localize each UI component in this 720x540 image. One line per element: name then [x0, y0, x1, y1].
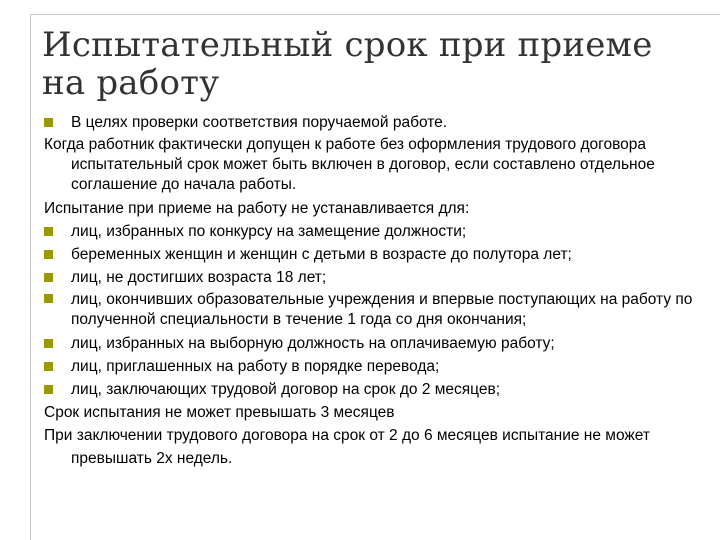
slide-body — [44, 111, 694, 470]
list-item-text: лиц, избранных по конкурсу на замещение должности; — [71, 223, 467, 240]
list-item-text: лиц, окончивших образовательные учреждения и впервые поступающих на работу по полученной специальности в течение 1 года со дня окончания; — [71, 291, 693, 328]
paragraph-max-term — [44, 401, 694, 424]
list-item-graduates — [44, 289, 694, 332]
left-border-line — [30, 14, 31, 540]
top-border-line — [30, 14, 720, 15]
paragraph-text: Испытание при приеме на работу не устанавливается для: — [44, 200, 470, 217]
list-item-transfer — [44, 355, 694, 378]
square-bullet-icon — [44, 385, 53, 394]
paragraph-text: Когда работник фактически допущен к работе без оформления трудового договора испытательный срок может быть включен в договор, если составлено отдельное соглашение до начала работы. — [44, 136, 655, 193]
paragraph-not-established — [44, 197, 694, 220]
list-item-pregnant — [44, 243, 694, 266]
list-item-text: беременных женщин и женщин с детьми в возрасте до полутора лет; — [71, 246, 572, 263]
square-bullet-icon — [44, 250, 53, 259]
square-bullet-icon — [44, 273, 53, 282]
slide-title: Испытательный срок при приеме на работу — [42, 25, 653, 103]
list-item-elected — [44, 332, 694, 355]
list-item-text: лиц, заключающих трудовой договор на срок до 2 месяцев; — [71, 381, 501, 398]
list-item-under-18 — [44, 266, 694, 289]
list-item-text: В целях проверки соответствия поручаемой работе. — [71, 114, 448, 131]
paragraph-actual-admission — [44, 134, 694, 197]
square-bullet-icon — [44, 118, 53, 127]
list-item-short-contract — [44, 378, 694, 401]
list-item-text: лиц, не достигших возраста 18 лет; — [71, 269, 327, 286]
paragraph-text: Срок испытания не может превышать 3 месяцев — [44, 404, 395, 421]
list-item-competition — [44, 220, 694, 243]
square-bullet-icon — [44, 339, 53, 348]
list-item-text: лиц, избранных на выборную должность на оплачиваемую работу; — [71, 335, 555, 352]
square-bullet-icon — [44, 362, 53, 371]
square-bullet-icon — [44, 294, 53, 303]
square-bullet-icon — [44, 227, 53, 236]
list-item-text: лиц, приглашенных на работу в порядке перевода; — [71, 358, 440, 375]
list-item-purpose — [44, 111, 694, 134]
paragraph-text: При заключении трудового договора на срок от 2 до 6 месяцев испытание не может превышать 2х недель. — [44, 427, 650, 467]
paragraph-short-term-contract — [44, 424, 694, 470]
